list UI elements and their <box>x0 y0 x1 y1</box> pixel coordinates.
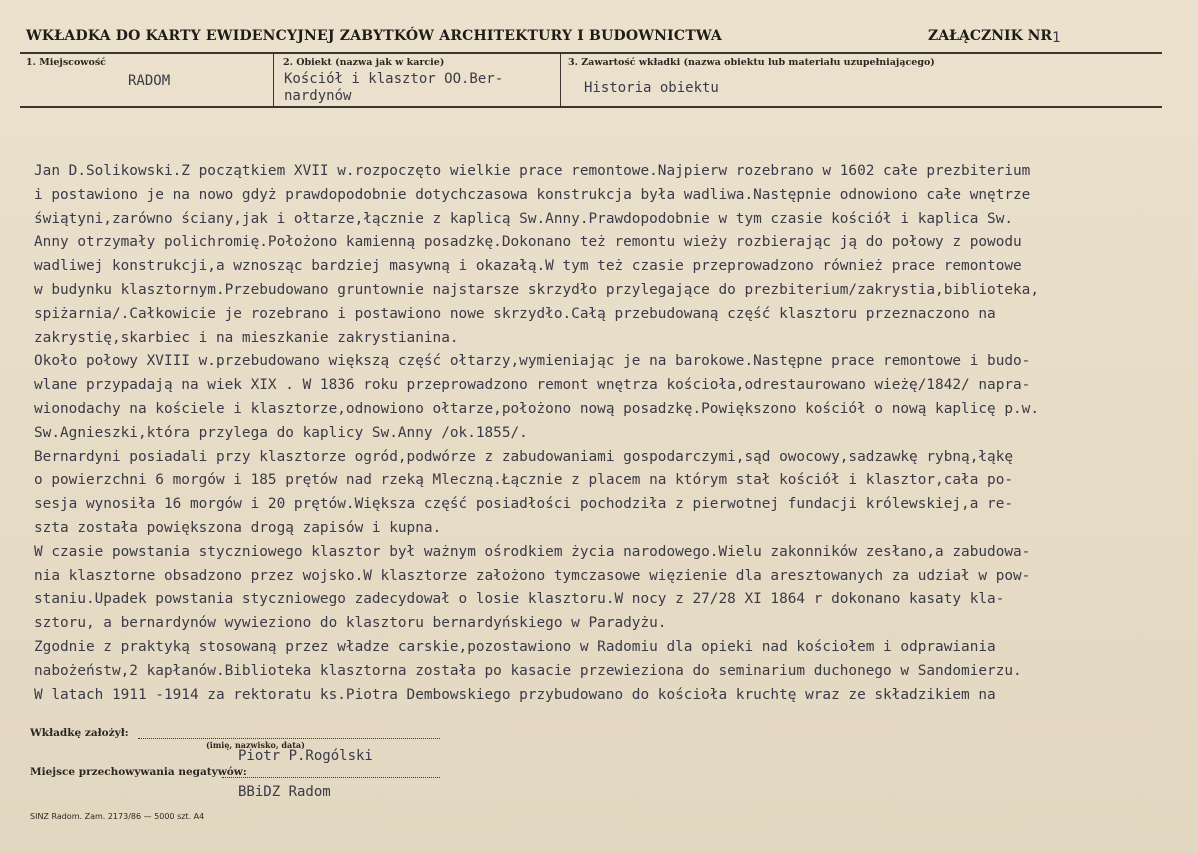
object-label: 2. Obiekt (nazwa jak w karcie) <box>283 57 445 68</box>
history-text-line: szta została powiększona drogą zapisów i kupna. <box>34 519 442 536</box>
field-divider-1 <box>273 53 274 107</box>
history-text-line: wionodachy na kościele i klasztorze,odnowiono ołtarze,położono nową posadzkę.Powiększono kościół o nową kaplicę p.w. <box>34 400 1040 417</box>
history-text-line: W czasie powstania styczniowego klasztor był ważnym ośrodkiem życia narodowego.Wielu zakonników zesłano,a zabudowa- <box>34 543 1031 560</box>
field-divider-2 <box>560 53 561 107</box>
history-text-line: staniu.Upadek powstania styczniowego zadecydował o losie klasztoru.W nocy z 27/28 XI 1864 r dokonano kasaty kla- <box>34 591 1005 608</box>
history-text-line: Około połowy XVIII w.przebudowano większą część ołtarzy,wymieniając je na barokowe.Następne prace remontowe i budo- <box>34 353 1031 370</box>
header-rule-top <box>20 52 1162 54</box>
history-text-line: Anny otrzymały polichromię.Położono kamienną posadzkę.Dokonano też remontu wieży rozbierając ją do połowy z powodu <box>34 234 1022 251</box>
history-text-line: W latach 1911 -1914 za rektoratu ks.Piotra Dembowskiego przybudowano do kościoła kruchtę wraz ze składzikiem na <box>34 686 996 703</box>
annex-label: ZAŁĄCZNIK NR <box>928 28 1053 44</box>
content-label: 3. Zawartość wkładki (nazwa obiektu lub materiału uzupełniającego) <box>568 57 935 68</box>
printer-imprint: SINZ Radom. Zam. 2173/86 — 5000 szt. A4 <box>30 812 205 821</box>
history-text-line: Bernardyni posiadali przy klasztorze ogród,podwórze z zabudowaniami gospodarczymi,sąd owocowy,sadzawkę rybną,łąkę <box>34 448 1014 465</box>
compiled-by-dotted-line <box>138 738 440 739</box>
history-text-line: nabożeństw,2 kapłanów.Biblioteka klasztorna została po kasacie przewieziona do seminarium duchonego w Sandomierzu. <box>34 662 1022 679</box>
history-text-line: Zgodnie z praktyką stosowaną przez władze carskie,pozostawiono w Radomiu dla opieki nad kościołem i odprawiania <box>34 638 996 655</box>
history-text-line: wadliwej konstrukcji,a wznosząc bardziej masywną i okazałą.W tym też czasie przeprowadzono również prace remontowe <box>34 258 1022 275</box>
header-rule-bottom <box>20 106 1162 108</box>
compiled-by-label: Wkładkę założył: <box>30 727 129 739</box>
compiled-by-value: Piotr P.Rogólski <box>238 748 373 764</box>
history-text-line: sztoru, a bernardynów wywieziono do klasztoru bernardyńskiego w Paradyżu. <box>34 615 667 632</box>
history-text-line: zakrystię,skarbiec i na mieszkanie zakrystianina. <box>34 329 459 346</box>
history-text-line: nia klasztorne obsadzono przez wojsko.W klasztorze założono tymczasowe więzienie dla aresztowanych za udział w pow- <box>34 567 1031 584</box>
history-text-line: sesja wynosiła 16 morgów i 20 prętów.Większa część posiadłości pochodziła z pierwotnej fundacji królewskiej,a re- <box>34 496 1014 513</box>
history-text-line: Jan D.Solikowski.Z początkiem XVII w.rozpoczęto wielkie prace remontowe.Najpierw rozebrano w 1602 całe prezbiterium <box>34 163 1031 179</box>
history-text-line: świątyni,zarówno ściany,jak i ołtarze,łącznie z kaplicą Sw.Anny.Prawdopodobnie w tym czasie kościół i kaplica Sw. <box>34 210 1014 227</box>
history-text-line: spiżarnia/.Całkowicie je rozebrano i postawiono nowe skrzydło.Całą przebudowaną część klasztoru przeznaczono na <box>34 305 996 322</box>
object-value: Kościół i klasztor OO.Ber- nardynów <box>284 71 504 104</box>
history-text <box>34 160 1194 707</box>
history-text-line: i postawiono je na nowo gdyż prawdopodobnie dotychczasowa konstrukcja była wadliwa.Następnie odnowiono całe wnętrze <box>34 186 1031 203</box>
card-title: WKŁADKA DO KARTY EWIDENCYJNEJ ZABYTKÓW ARCHITEKTURY I BUDOWNICTWA <box>26 28 722 44</box>
compiled-by-hint: (imię, nazwisko, data) <box>206 740 305 750</box>
content-value: Historia obiektu <box>584 80 719 96</box>
history-text-line: o powierzchni 6 morgów i 185 prętów nad rzeką Mleczną.Łącznie z placem na którym stał kościół i klasztor,cała po- <box>34 472 1014 489</box>
negatives-storage-value: BBiDZ Radom <box>238 784 331 800</box>
annex-number: 1 <box>1052 30 1061 46</box>
history-text-line: w budynku klasztornym.Przebudowano gruntownie najstarsze skrzydło przylegające do prezbiterium/zakrystia,biblioteka, <box>34 281 1040 298</box>
history-text-line: wlane przypadają na wiek XIX . W 1836 roku przeprowadzono remont wnętrza kościoła,odrestaurowano wieżę/1842/ naprа- <box>34 377 1031 394</box>
history-text-line: Sw.Agnieszki,która przylega do kaplicy Sw.Anny /ok.1855/. <box>34 424 528 441</box>
negatives-storage-dotted-line <box>222 777 440 778</box>
negatives-storage-label: Miejsce przechowywania negatywów: <box>30 766 247 778</box>
place-label: 1. Miejscowość <box>26 57 106 68</box>
place-value: RADOM <box>128 73 171 89</box>
